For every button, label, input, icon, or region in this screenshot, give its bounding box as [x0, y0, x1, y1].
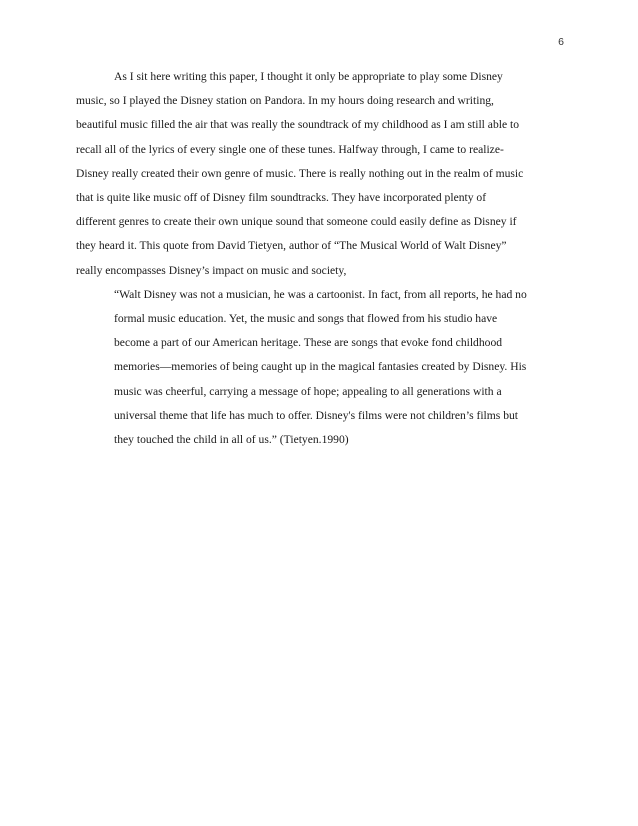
paragraph-line: As I sit here writing this paper, I thought it only be appropriate to play some Disney: [114, 70, 503, 83]
body-paragraph: [76, 65, 576, 283]
quote-line: “Walt Disney was not a musician, he was a cartoonist. In fact, from all reports, he had no: [114, 287, 527, 301]
paragraph-line: different genres to create their own unique sound that someone could easily define as Disney if: [76, 215, 517, 229]
body-text: [76, 65, 576, 452]
paragraph-line: that is quite like music off of Disney film soundtracks. They have incorporated plenty of: [76, 191, 487, 205]
quote-line: universal theme that life has much to offer. Disney's films were not children’s films but: [114, 408, 519, 422]
quote-line: become a part of our American heritage. These are songs that evoke fond childhood: [114, 336, 503, 350]
quote-line: music was cheerful, carrying a message of hope; appealing to all generations with a: [114, 384, 502, 398]
quote-line: memories—memories of being caught up in the magical fantasies created by Disney. His: [114, 360, 527, 374]
paragraph-line: music, so I played the Disney station on Pandora. In my hours doing research and writing,: [76, 94, 494, 108]
quote-line: formal music education. Yet, the music and songs that flowed from his studio have: [114, 312, 498, 326]
paragraph-line: really encompasses Disney’s impact on music and society,: [76, 263, 347, 277]
paragraph-line: recall all of the lyrics of every single one of these tunes. Halfway through, I came to realize-: [76, 142, 504, 156]
paragraph-line: beautiful music filled the air that was really the soundtrack of my childhood as I am still able to: [76, 118, 520, 132]
paragraph-line: Disney really created their own genre of music. There is really nothing out in the realm of music: [76, 166, 524, 180]
quote-line: they touched the child in all of us.” (Tietyen.1990): [114, 433, 349, 447]
page-number: 6: [558, 36, 564, 48]
paragraph-line: they heard it. This quote from David Tietyen, author of “The Musical World of Walt Disney”: [76, 239, 507, 253]
block-quote: [76, 283, 576, 452]
